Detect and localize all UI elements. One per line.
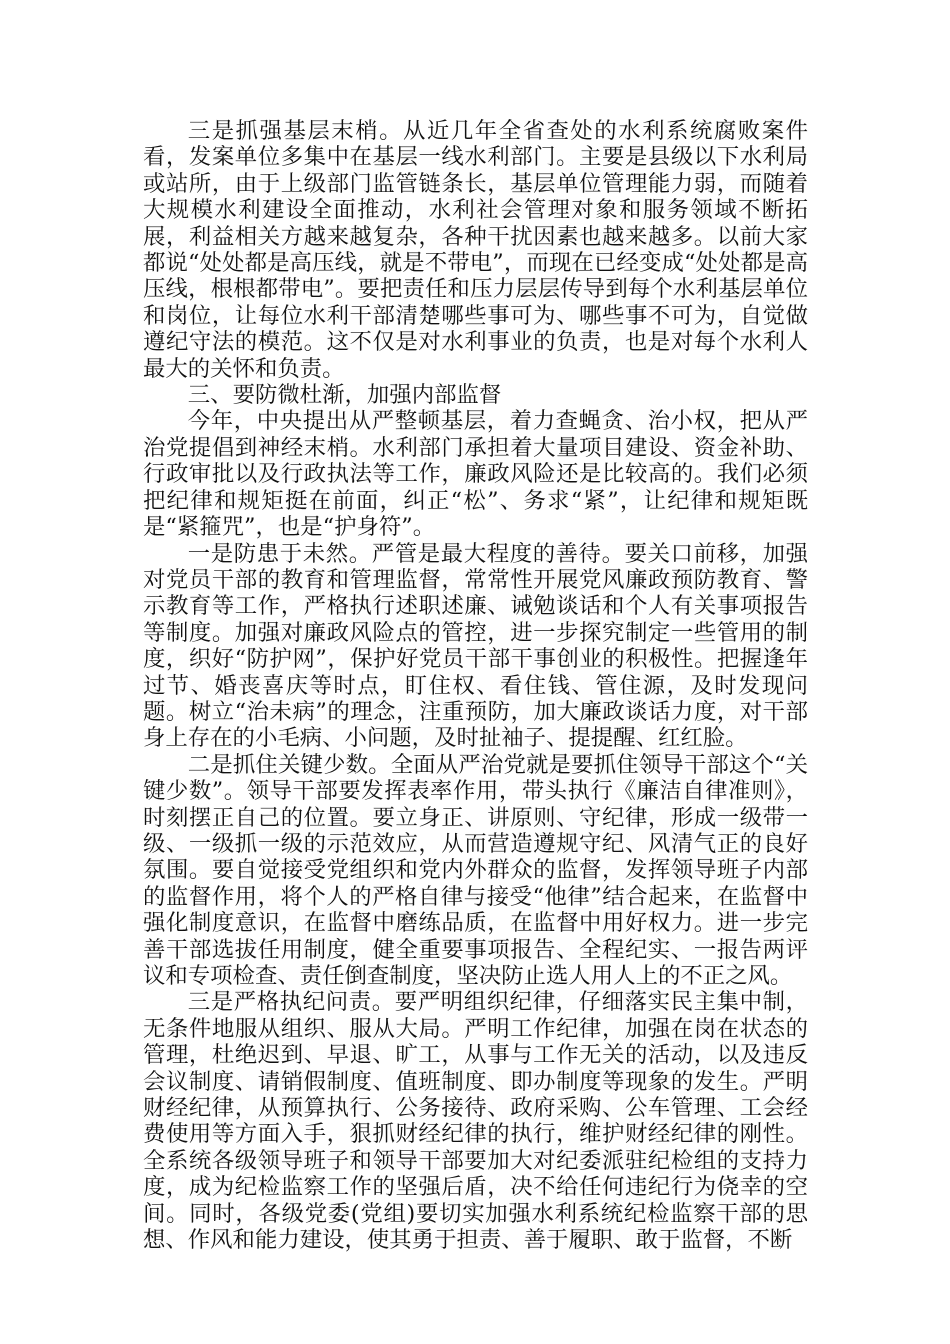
section-heading-supervision: 三、要防微杜渐，加强内部监督 [187, 382, 502, 409]
paragraph-grassroots: 三是抓强基层末梢。从近几年全省查处的水利系统腐败案件看，发案单位多集中在基层一线水利部门。主要是县级以下水利局或站所，由于上级部门监管链条长，基层单位管理能力弱，而随着大规模水利建设全面推动，水利社会管理对象和服务领域不断拓展，利益相关方越来越复杂，各种干扰因素也越来越多。以前大家都说“处处都是高压线，就是不带电”，而现在已经变成“处处都是高压线，根根都带电”。要把责任和压力层层传导到每个水利基层单位和岗位，让每位水利干部清楚哪些事可为、哪些事不可为，自觉做遵纪守法的模范。这不仅是对水利事业的负责，也是对每个水利人最大的关怀和负责。 [143, 118, 808, 382]
paragraph-intro: 今年，中央提出从严整顿基层，着力查蝇贪、治小权，把从严治党提倡到神经末梢。水利部门承担着大量项目建设、资金补助、行政审批以及行政执法等工作，廉政风险还是比较高的。我们必须把纪律和规矩挺在前面，纠正“松”、务求“紧”，让纪律和规矩既是“紧箍咒”，也是“护身符”。 [143, 408, 808, 541]
document-body [143, 118, 808, 1253]
paragraph-discipline: 三是严格执纪问责。要严明组织纪律，仔细落实民主集中制，无条件地服从组织、服从大局。严明工作纪律，加强在岗在状态的管理，杜绝迟到、早退、旷工，从事与工作无关的活动，以及违反会议制度、请销假制度、值班制度、即办制度等现象的发生。严明财经纪律，从预算执行、公务接待、政府采购、公车管理、工会经费使用等方面入手，狠抓财经纪律的执行，维护财经纪律的刚性。全系统各级领导班子和领导干部要加大对纪委派驻纪检组的支持力度，成为纪检监察工作的坚强后盾，决不给任何违纪行为侥幸的空间。同时，各级党委(党组)要切实加强水利系统纪检监察干部的思想、作风和能力建设，使其勇于担责、善于履职、敢于监督，不断 [143, 989, 808, 1254]
paragraph-key-minority: 二是抓住关键少数。全面从严治党就是要抓住领导干部这个“关键少数”。领导干部要发挥表率作用，带头执行《廉洁自律准则》，时刻摆正自己的位置。要立身正、讲原则、守纪律，形成一级带一级、一级抓一级的示范效应，从而营造遵规守纪、风清气正的良好氛围。要自觉接受党组织和党内外群众的监督，发挥领导班子内部的监督作用，将个人的严格自律与接受“他律”结合起来，在监督中强化制度意识，在监督中磨练品质，在监督中用好权力。进一步完善干部选拔任用制度，健全重要事项报告、全程纪实、一报告两评议和专项检查、责任倒查制度，坚决防止选人用人上的不正之风。 [143, 751, 808, 989]
paragraph-prevention: 一是防患于未然。严管是最大程度的善待。要关口前移，加强对党员干部的教育和管理监督，常常性开展党风廉政预防教育、警示教育等工作，严格执行述职述廉、诫勉谈话和个人有关事项报告等制度。加强对廉政风险点的管控，进一步探究制定一些管用的制度，织好“防护网”，保护好党员干部干事创业的积极性。把握逢年过节、婚丧喜庆等时点，盯住权、看住钱、管住源，及时发现问题。树立“治未病”的理念，注重预防，加大廉政谈话力度，对干部身上存在的小毛病、小问题，及时扯袖子、提提醒、红红脸。 [143, 540, 808, 752]
